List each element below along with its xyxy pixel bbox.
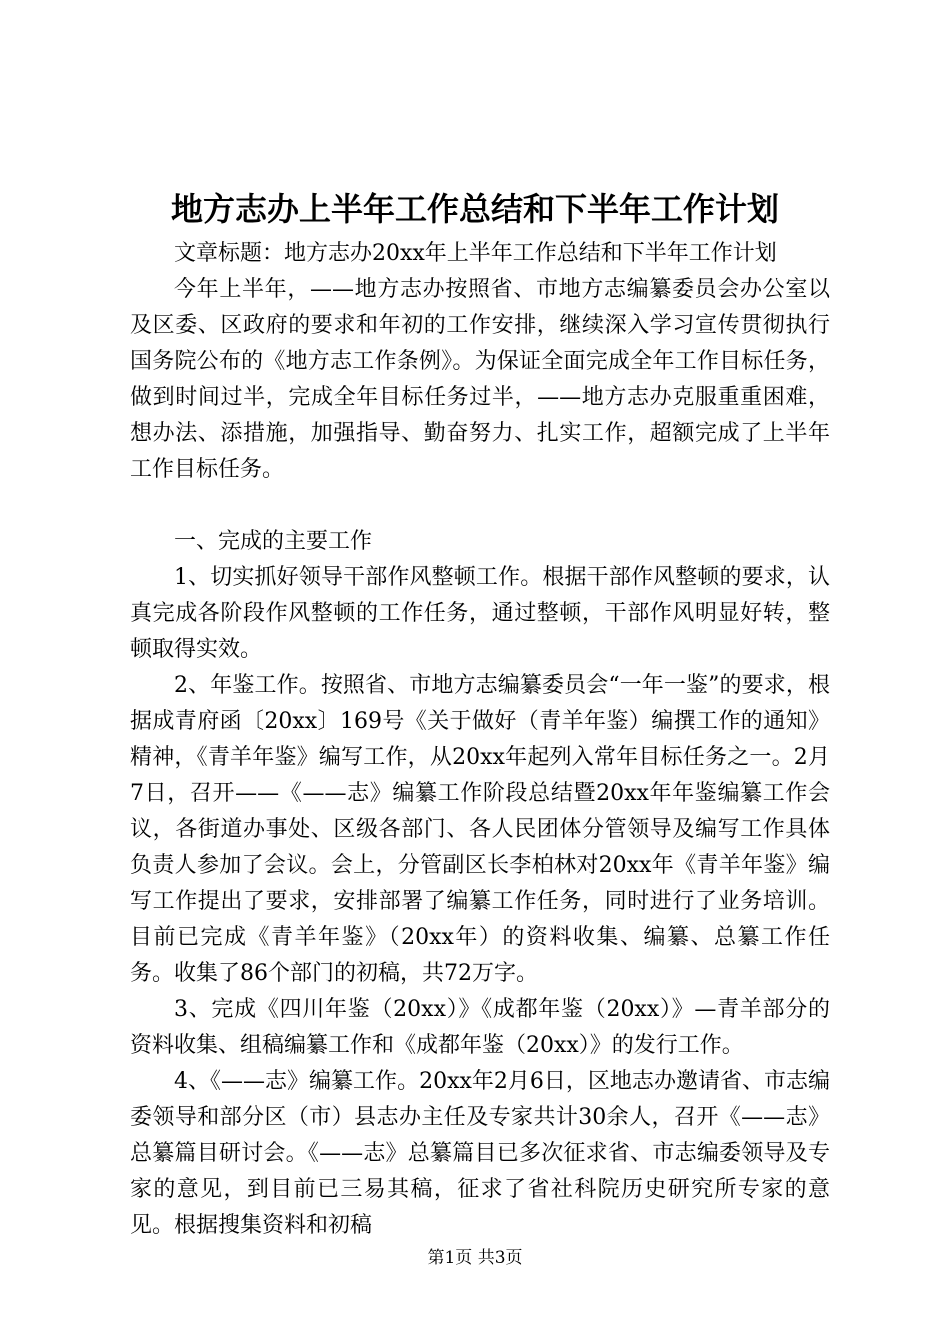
section-heading: 一、完成的主要工作 <box>174 529 373 554</box>
paragraph-item-1: 1、切实抓好领导干部作风整顿工作。根据干部作风整顿的要求，认真完成各阶段作风整顿的工作任务，通过整顿，干部作风明显好转，整顿取得实效。 <box>130 565 830 662</box>
document-title: 地方志办上半年工作总结和下半年工作计划 <box>170 190 779 228</box>
paragraph-item-2: 2、年鉴工作。按照省、市地方志编纂委员会“一年一鉴”的要求，根据成青府函〔20xx〕169号《关于做好（青羊年鉴）编撰工作的通知》精神，《青羊年鉴》编写工作，从20xx年起列入常年目标任务之一。2月7日，召开——《——志》编纂工作阶段总结暨20xx年年鉴编纂工作会议，各街道办事处、区级各部门、各人民团体分管领导及编写工作具体负责人参加了会议。会上，分管副区长李柏林对20xx年《青羊年鉴》编写工作提出了要求，安排部署了编纂工作任务，同时进行了业务培训。目前已完成《青羊年鉴》（20xx年）的资料收集、编纂、总纂工作任务。收集了86个部门的初稿，共72万字。 <box>130 673 830 986</box>
paragraph-item-3: 3、完成《四川年鉴（20xx）》《成都年鉴（20xx）》—青羊部分的资料收集、组稿编纂工作和《成都年鉴（20xx）》的发行工作。 <box>130 997 830 1058</box>
intro-paragraph: 今年上半年，——地方志办按照省、市地方志编纂委员会办公室以及区委、区政府的要求和年初的工作安排，继续深入学习宣传贯彻执行国务院公布的《地方志工作条例》。为保证全面完成全年工作目标任务，做到时间过半，完成全年目标任务过半，——地方志办克服重重困难，想办法、添措施，加强指导、勤奋努力、扎实工作，超额完成了上半年工作目标任务。 <box>130 277 830 482</box>
document-body <box>130 236 830 1244</box>
paragraph-item-4: 4、《——志》编纂工作。20xx年2月6日，区地志办邀请省、市志编委领导和部分区（市）县志办主任及专家共计30余人，召开《——志》总纂篇目研讨会。《——志》总纂篇目已多次征求省、市志编委领导及专家的意见，到目前已三易其稿，征求了省社科院历史研究所专家的意见。根据搜集资料和初稿 <box>130 1069 830 1238</box>
page-number-footer: 第1页 共3页 <box>427 1248 523 1268</box>
article-title-line: 文章标题：地方志办20xx年上半年工作总结和下半年工作计划 <box>174 241 777 266</box>
